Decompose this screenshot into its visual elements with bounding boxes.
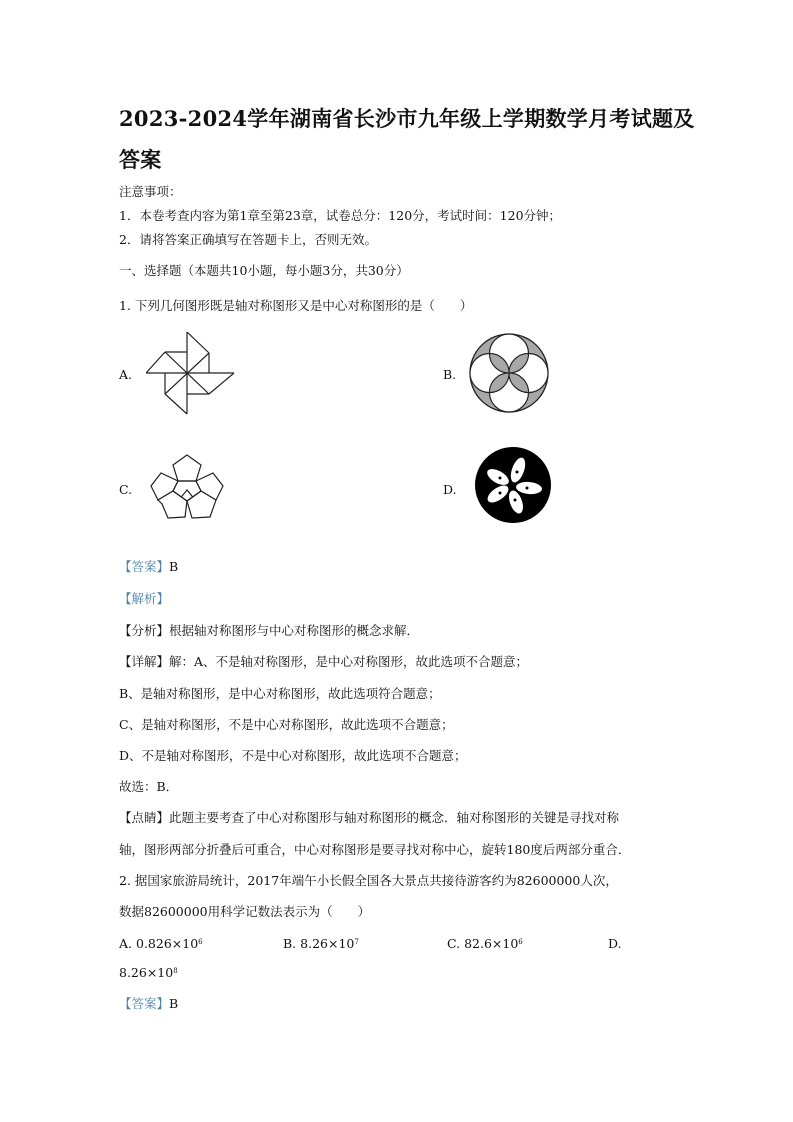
answer-tag: 【答案】 [119, 996, 170, 1011]
xiangjie-tag: 【详解】 [119, 654, 170, 669]
xiangjie-line: B、是轴对称图形，是中心对称图形，故此选项符合题意； [119, 686, 441, 701]
dianjing-tag: 【点睛】 [119, 810, 170, 825]
xiangjie-line: C、是轴对称图形，不是中心对称图形，故此选项不合题意； [119, 717, 454, 732]
bauhinia-flower-icon [474, 446, 552, 524]
analysis-tag: 【解析】 [119, 591, 170, 606]
option-value: 82.6×10 [464, 936, 519, 951]
notice-item: 2．请将答案正确填写在答题卡上，否则无效。 [119, 232, 377, 247]
notice-heading: 注意事项： [119, 184, 182, 199]
document-title-line2: 答案 [119, 147, 162, 172]
option-label: B. [283, 936, 297, 951]
option-label: C. [447, 936, 461, 951]
q2-option-a [119, 936, 203, 952]
four-circles-in-circle-icon [468, 332, 552, 414]
q1-option-c-label: C. [119, 482, 133, 497]
xiangjie-line: D、不是轴对称图形，不是中心对称图形，故此选项不合题意； [119, 748, 467, 763]
option-value: 8.26×10 [300, 936, 355, 951]
pentagon-ring-icon [148, 451, 226, 527]
fenxi-tag: 【分析】 [119, 623, 170, 638]
q1-fenxi [119, 623, 419, 639]
xiangjie-conclusion: 故选：B． [119, 779, 179, 794]
question-2-stem-line2: 数据82600000用科学记数法表示为（ ） [119, 904, 371, 919]
q1-xiangjie [119, 654, 528, 670]
option-value: 8.26×10 [119, 965, 174, 980]
option-exponent: 7 [354, 938, 359, 946]
dianjing-text: 此题主要考查了中心对称图形与轴对称图形的概念．轴对称图形的关键是寻找对称 [169, 810, 620, 825]
option-exponent: 8 [173, 967, 178, 975]
notice-item: 1．本卷考查内容为第1章至第23章，试卷总分：120分，考试时间：120分钟； [119, 208, 562, 223]
q2-option-d-value [119, 965, 178, 981]
q1-option-d-label: D. [443, 482, 457, 497]
option-value: 0.826×10 [136, 936, 199, 951]
q1-option-b-label: B. [443, 367, 457, 382]
q1-answer [119, 559, 178, 575]
q2-option-d-label: D. [608, 936, 622, 951]
fenxi-text: 根据轴对称图形与中心对称图形的概念求解． [169, 623, 420, 638]
q2-answer [119, 996, 178, 1012]
question-1-stem: 1. 下列几何图形既是轴对称图形又是中心对称图形的是（ ） [119, 298, 473, 313]
answer-value: B [169, 996, 179, 1011]
question-2-stem-line1: 2. 据国家旅游局统计，2017年端午小长假全国各大景点共接待游客约为82600000人次， [119, 873, 618, 888]
option-exponent: 6 [518, 938, 523, 946]
q2-option-b [283, 936, 359, 952]
dianjing-line2: 轴，图形两部分折叠后可重合，中心对称图形是要寻找对称中心，旋转180度后两部分重合． [119, 842, 631, 857]
option-label: A. [119, 936, 133, 951]
pinwheel-icon [146, 332, 240, 416]
xiangjie-text: 解：A、不是轴对称图形，是中心对称图形，故此选项不合题意； [169, 654, 529, 669]
document-title-line1: 2023-2024学年湖南省长沙市九年级上学期数学月考试题及 [119, 106, 695, 131]
section-heading: 一、选择题（本题共10小题，每小题3分，共30分） [119, 263, 409, 278]
option-exponent: 6 [198, 938, 203, 946]
q2-option-c [447, 936, 523, 952]
answer-tag: 【答案】 [119, 559, 170, 574]
q1-option-a-label: A. [119, 367, 133, 382]
answer-value: B [169, 559, 179, 574]
q1-dianjing [119, 810, 619, 826]
